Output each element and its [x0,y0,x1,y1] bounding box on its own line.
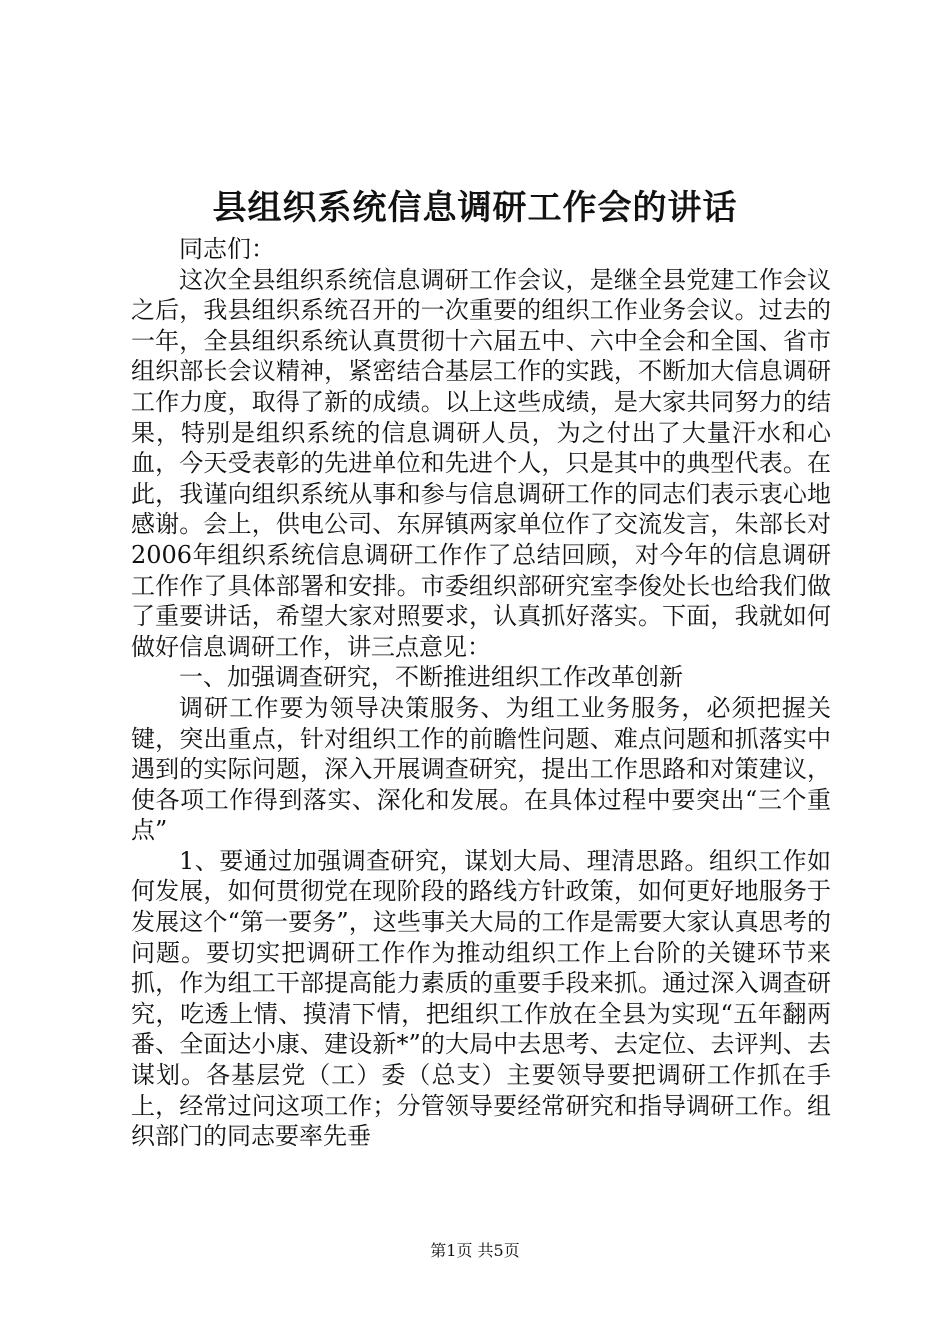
intro-paragraph: 这次全县组织系统信息调研工作会议，是继全县党建工作会议之后，我县组织系统召开的一次重要的组织工作业务会议。过去的一年，全县组织系统认真贯彻十六届五中、六中全会和全国、省市组织部长会议精神，紧密结合基层工作的实践，不断加大信息调研工作力度，取得了新的成绩。以上这些成绩，是大家共同努力的结果，特别是组织系统的信息调研人员，为之付出了大量汗水和心血，今天受表彰的先进单位和先进个人，只是其中的典型代表。在此，我谨向组织系统从事和参与信息调研工作的同志们表示衷心地感谢。会上，供电公司、东屏镇两家单位作了交流发言，朱部长对2006年组织系统信息调研工作作了总结回顾，对今年的信息调研工作作了具体部署和安排。市委组织部研究室李俊处长也给我们做了重要讲话，希望大家对照要求，认真抓好落实。下面，我就如何做好信息调研工作，讲三点意见： [131,265,831,661]
section-paragraph: 调研工作要为领导决策服务、为组工业务服务，必须把握关键，突出重点，针对组织工作的前瞻性问题、难点问题和抓落实中遇到的实际问题，深入开展调查研究，提出工作思路和对策建议，使各项工作得到落实、深化和发展。在具体过程中要突出“三个重点” [131,693,831,845]
salutation-paragraph: 同志们： [179,235,275,263]
document-title: 县组织系统信息调研工作会的讲话 [212,188,738,228]
point-paragraph: 1、要通过加强调查研究，谋划大局、理清思路。组织工作如何发展，如何贯彻党在现阶段的路线方针政策，如何更好地服务于发展这个“第一要务”，这些事关大局的工作是需要大家认真思考的问题。要切实把调研工作作为推动组织工作上台阶的关键环节来抓，作为组工干部提高能力素质的重要手段来抓。通过深入调查研究，吃透上情、摸清下情，把组织工作放在全县为实现“五年翻两番、全面达小康、建设新*”的大局中去思考、去定位、去评判、去谋划。各基层党（工）委（总支）主要领导要把调研工作抓在手上，经常过问这项工作；分管领导要经常研究和指导调研工作。组织部门的同志要率先垂 [131,846,831,1151]
document-body [131,234,831,1152]
section-heading: 一、加强调查研究，不断推进组织工作改革创新 [179,663,683,692]
page-footer: 第1页 共5页 [430,1241,520,1260]
